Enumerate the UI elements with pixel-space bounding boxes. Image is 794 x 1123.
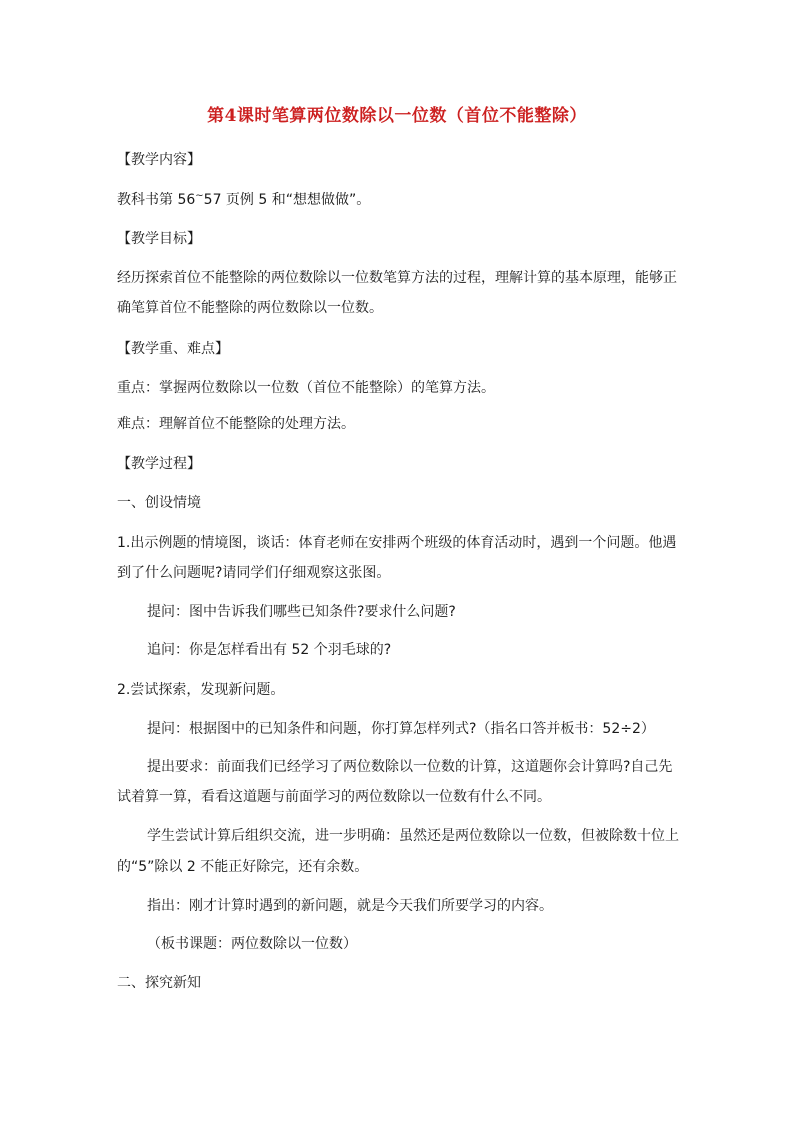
step2: 2.尝试探索，发现新问题。 [117,682,285,698]
step1-line-2: 到了什么问题呢?请同学们仔细观察这张图。 [117,565,391,581]
clarify-line-1: 学生尝试计算后组织交流，进一步明确：虽然还是两位数除以一位数，但被除数十位上 [147,828,679,844]
point-out: 指出：刚才计算时遇到的新问题，就是今天我们所要学习的内容。 [147,898,553,914]
process-heading: 【教学过程】 [117,456,201,472]
key-heading: 【教学重、难点】 [117,341,229,357]
question-3: 提问：根据图中的已知条件和问题，你打算怎样列式?（指名口答并板书：52÷2） [147,721,655,737]
content-heading: 【教学内容】 [117,152,201,168]
question-1: 提问：图中告诉我们哪些已知条件?要求什么问题? [147,604,456,620]
goal-heading: 【教学目标】 [117,231,201,247]
board-topic: （板书课题：两位数除以一位数） [147,936,357,952]
goal-line-2: 确笔算首位不能整除的两位数除以一位数。 [117,300,383,316]
tilde-mark: ~ [195,190,204,202]
part1-heading: 一、创设情境 [117,495,201,511]
content-text-after: 57 页例 5 和“想想做做”。 [203,192,371,208]
goal-line-1: 经历探索首位不能整除的两位数除以一位数笔算方法的过程，理解计算的基本原理，能够正 [117,270,677,286]
content-text [117,190,370,210]
key-point: 重点：掌握两位数除以一位数（首位不能整除）的笔算方法。 [117,380,495,396]
clarify-line-2: 的“5”除以 2 不能正好除完，还有余数。 [117,859,369,875]
content-text-before: 教科书第 56 [117,192,196,208]
step1-line-1: 1.出示例题的情境图，谈话：体育老师在安排两个班级的体育活动时，遇到一个问题。他遇 [117,535,677,551]
requirement-line-1: 提出要求：前面我们已经学习了两位数除以一位数的计算，这道题你会计算吗?自己先 [147,759,673,775]
page-title: 第4课时笔算两位数除以一位数（首位不能整除） [207,106,587,126]
part2-heading: 二、探究新知 [117,975,201,991]
question-2: 追问：你是怎样看出有 52 个羽毛球的? [147,642,392,658]
difficult-point: 难点：理解首位不能整除的处理方法。 [117,416,355,432]
requirement-line-2: 试着算一算，看看这道题与前面学习的两位数除以一位数有什么不同。 [117,789,551,805]
